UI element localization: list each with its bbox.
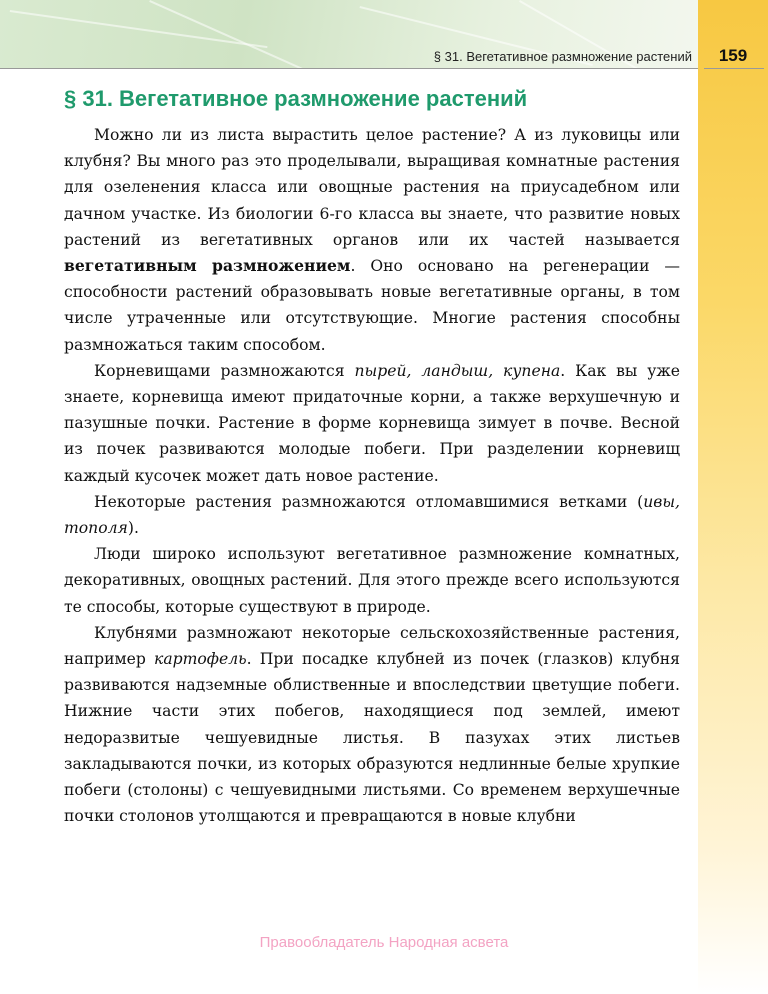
term-italic: картофель (154, 650, 247, 669)
text-run: . Как вы уже знаете, корневища имеют придаточные корни, а также верхушечную и пазушные почки. Растение в форме корневища зимует в почве. Весной из почек развиваются молодые побеги. При разделении корневищ каждый кусочек может дать новое растение. (64, 361, 680, 485)
header-rule (0, 68, 698, 69)
header-leaf-band (0, 0, 698, 68)
page-number-rule (704, 68, 764, 69)
paragraph (64, 489, 680, 541)
term-bold: вегетативным размножением (64, 256, 351, 276)
text-run: . При посадке клубней из почек (глазков) клубня развиваются надземные облиственные и впоследствии цветущие побеги. Нижние части этих побегов, находящиеся под землей, имеют недоразвитые чешуевидные листья. В пазухах этих листьев закладываются почки, из которых образуются недлинные белые хрупкие побеги (столоны) с чешуевидными листьями. Со временем верхушечные почки столонов утолщаются и превращаются в новые клубни (64, 650, 680, 826)
page-number: 159 (718, 46, 748, 65)
term-italic: ивы, тополя (64, 492, 680, 538)
text-run: Некоторые растения размножаются отломавшимися ветками ( (94, 492, 644, 511)
text-run: . Оно основано на регенерации — способности растений образовывать новые вегетативные органы, в том числе утраченные или отсутствующие. Многие растения способны размножаться таким способом. (64, 257, 680, 354)
paragraph (64, 122, 680, 358)
body-text (64, 122, 680, 829)
text-run: Корневищами размножаются (94, 361, 355, 380)
section-heading: § 31. Вегетативное размножение растений (64, 86, 528, 111)
page-edge-tab (698, 0, 768, 994)
text-run: Можно ли из листа вырастить целое растение? А из луковицы или клубня? Вы много раз это проделывали, выращивая комнатные растения для озеленения класса или овощные растения на приусадебном или дачном участке. Из биологии 6-го класса вы знаете, что развитие новых растений из вегетативных органов или их частей называется (64, 126, 680, 249)
text-run: Клубнями размножают некоторые сельскохозяйственные растения, например (64, 623, 680, 669)
paragraph (64, 541, 680, 620)
term-italic: пырей, ландыш, купена (354, 361, 561, 380)
copyright-footer: Правообладатель Народная асвета (259, 934, 509, 951)
running-title: § 31. Вегетативное размножение растений (433, 49, 692, 64)
text-run: Люди широко используют вегетативное размножение комнатных, декоративных, овощных растений. Для этого прежде всего используются те способы, которые существуют в природе. (64, 545, 680, 616)
paragraph (64, 358, 680, 489)
text-run: ). (127, 519, 139, 538)
paragraph (64, 620, 680, 830)
